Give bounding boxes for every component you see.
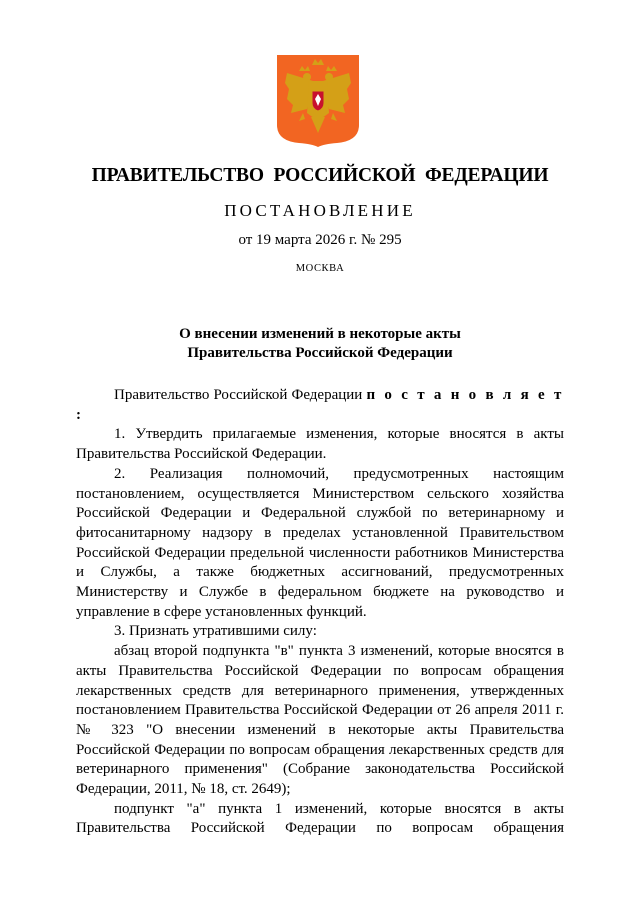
coat-of-arms-icon [277,55,359,147]
preamble-paragraph [76,386,564,425]
document-city: МОСКВА [295,263,345,274]
government-title: ПРАВИТЕЛЬСТВО РОССИЙСКОЙ ФЕДЕРАЦИИ [91,165,549,186]
paragraph-3-item-2: подпункт "а" пункта 1 изменений, которые вносятся в акты Правительства Российской Федерации по вопросам обращения [76,800,564,837]
preamble-text: Правительство Российской Федерации [114,387,367,403]
paragraph-1: 1. Утвердить прилагаемые изменения, которые вносятся в акты Правительства Российской Федерации. [76,426,564,463]
document-date-number: от 19 марта 2026 г. № 295 [238,232,402,248]
paragraph-2: 2. Реализация полномочий, предусмотренных настоящим постановлением, осуществляется Министерством сельского хозяйства Российской Федерации и Федеральной службой по ветеринарному и фитосанитарному надзору в пределах установленной Правительством Российской Федерации предельной численности работников Министерства и Службы, а также бюджетных ассигнований, предусмотренных Министерству и Службе в федеральном бюджете на руководство и управление в сфере установленных функций. [76,465,564,620]
paragraph-3: 3. Признать утратившими силу: [114,623,317,640]
document-subject [0,325,640,363]
subject-line-1: О внесении изменений в некоторые акты [179,326,461,342]
subject-line-2: Правительства Российской Федерации [187,345,453,361]
document-body [76,386,564,839]
document-type: ПОСТАНОВЛЕНИЕ [224,201,416,220]
resolves-word: п о с т а н о в л я е т : [76,387,564,423]
paragraph-3-item-1: абзац второй подпункта "в" пункта 3 изменений, которые вносятся в акты Правительства Российской Федерации по вопросам обращения лекарственных средств для ветеринарного применения, утвержденных постановлением Правительства Российской Федерации от 26 апреля 2011 г. № 323 "О внесении изменений в некоторые акты Правительства Российской Федерации по вопросам обращения лекарственных средств для ветеринарного применения" (Собрание законодательства Российской Федерации, 2011, № 18, ст. 2649); [76,643,564,798]
